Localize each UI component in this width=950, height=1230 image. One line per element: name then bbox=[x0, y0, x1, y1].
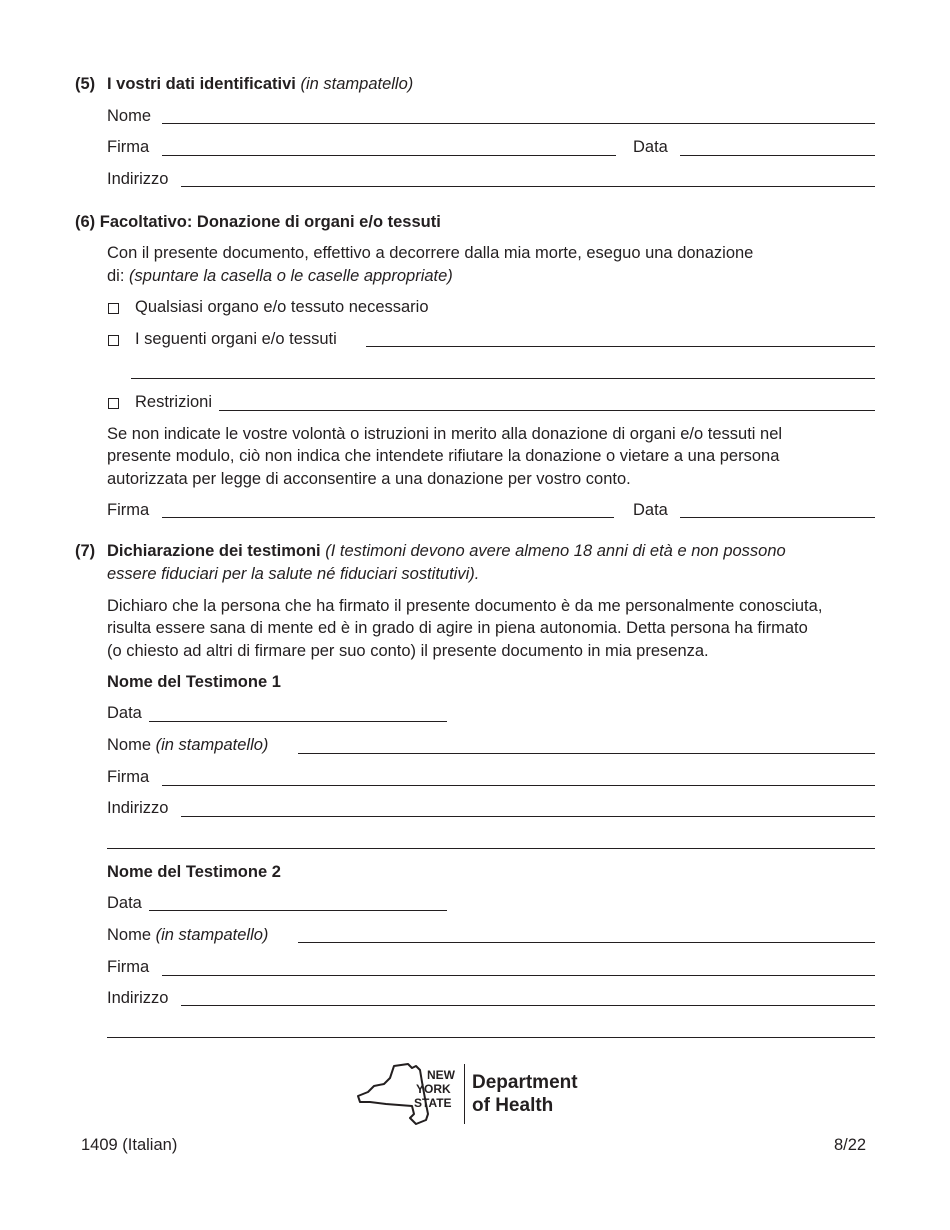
witness-1-nome-text: Nome bbox=[107, 736, 152, 754]
witness-1-indirizzo-field[interactable] bbox=[181, 816, 875, 817]
section-5-title-note: (in stampatello) bbox=[300, 75, 414, 93]
logo-state-line3: STATE bbox=[414, 1096, 452, 1110]
donation-data-field[interactable] bbox=[680, 517, 875, 518]
data-label: Data bbox=[633, 138, 668, 156]
witness-1-nome-field[interactable] bbox=[298, 753, 875, 754]
witness-2-nome-note: (in stampatello) bbox=[155, 926, 269, 944]
witness-2-firma-field[interactable] bbox=[162, 975, 875, 976]
witness-declaration-line1: Dichiaro che la persona che ha firmato il presente documento è da me personalmente conosciuta, bbox=[107, 597, 823, 615]
indirizzo-label: Indirizzo bbox=[107, 170, 169, 188]
donation-notice-line2: presente modulo, ciò non indica che intendete rifiutare la donazione o vietare a una persona bbox=[107, 447, 780, 465]
witness-2-nome-field[interactable] bbox=[298, 942, 875, 943]
logo-department-line1: Department bbox=[472, 1072, 578, 1093]
option-following-organs-label: I seguenti organi e/o tessuti bbox=[135, 330, 337, 348]
witness-2-indirizzo-field[interactable] bbox=[181, 1005, 875, 1006]
option-any-organ-label: Qualsiasi organo e/o tessuto necessario bbox=[135, 298, 429, 316]
footer-form-id: 1409 (Italian) bbox=[81, 1136, 178, 1154]
section-6-intro-prefix: di: bbox=[107, 267, 125, 285]
section-7-title: Dichiarazione dei testimoni bbox=[107, 542, 321, 560]
section-6-intro-line2 bbox=[107, 266, 453, 286]
donation-firma-field[interactable] bbox=[162, 517, 614, 518]
option-restrictions-checkbox[interactable] bbox=[108, 398, 119, 409]
option-any-organ-checkbox[interactable] bbox=[108, 303, 119, 314]
witness-1-firma-label: Firma bbox=[107, 768, 150, 786]
section-7-note-line2: essere fiduciari per la salute né fiduciari sostitutivi). bbox=[107, 565, 480, 583]
section-5-heading bbox=[107, 74, 413, 94]
section-6-heading: (6) Facoltativo: Donazione di organi e/o tessuti bbox=[75, 213, 441, 231]
section-7-note-line1: (I testimoni devono avere almeno 18 anni di età e non possono bbox=[325, 542, 786, 560]
section-6-intro-line1: Con il presente documento, effettivo a decorrere dalla mia morte, eseguo una donazione bbox=[107, 244, 754, 262]
witness-2-nome-label bbox=[107, 925, 268, 945]
nome-field[interactable] bbox=[162, 123, 875, 124]
witness-1-nome-note: (in stampatello) bbox=[155, 736, 269, 754]
restrictions-field[interactable] bbox=[219, 410, 875, 411]
witness-2-title: Nome del Testimone 2 bbox=[107, 863, 281, 881]
following-organs-field-continued[interactable] bbox=[131, 378, 875, 379]
nys-department-of-health-logo bbox=[356, 1062, 606, 1128]
logo-divider bbox=[464, 1064, 465, 1124]
logo-state-line1: NEW bbox=[427, 1068, 455, 1082]
witness-2-data-label: Data bbox=[107, 894, 142, 912]
option-restrictions-label: Restrizioni bbox=[135, 393, 213, 411]
witness-2-indirizzo-label: Indirizzo bbox=[107, 989, 169, 1007]
firma-label: Firma bbox=[107, 138, 150, 156]
witness-1-nome-label bbox=[107, 735, 268, 755]
witness-1-indirizzo-label: Indirizzo bbox=[107, 799, 169, 817]
witness-declaration-line3: (o chiesto ad altri di firmare per suo conto) il presente documento in mia presenza. bbox=[107, 642, 709, 660]
witness-2-firma-label: Firma bbox=[107, 958, 150, 976]
witness-1-data-field[interactable] bbox=[149, 721, 447, 722]
witness-declaration-line2: risulta essere sana di mente ed è in grado di agire in piena autonomia. Detta persona ha firmato bbox=[107, 619, 808, 637]
section-5-title: I vostri dati identificativi bbox=[107, 75, 296, 93]
witness-2-indirizzo-field-continued[interactable] bbox=[107, 1037, 875, 1038]
witness-1-indirizzo-field-continued[interactable] bbox=[107, 848, 875, 849]
witness-1-firma-field[interactable] bbox=[162, 785, 875, 786]
witness-2-nome-text: Nome bbox=[107, 926, 152, 944]
donation-notice-line1: Se non indicate le vostre volontà o istruzioni in merito alla donazione di organi e/o tessuti nel bbox=[107, 425, 783, 443]
footer-revision-date: 8/22 bbox=[834, 1136, 867, 1154]
following-organs-field[interactable] bbox=[366, 346, 875, 347]
option-following-organs-checkbox[interactable] bbox=[108, 335, 119, 346]
witness-2-data-field[interactable] bbox=[149, 910, 447, 911]
data-field[interactable] bbox=[680, 155, 875, 156]
donation-notice-line3: autorizzata per legge di acconsentire a una donazione per vostro conto. bbox=[107, 470, 631, 488]
nome-label: Nome bbox=[107, 107, 152, 125]
section-7-heading bbox=[107, 541, 786, 561]
donation-data-label: Data bbox=[633, 501, 668, 519]
witness-1-data-label: Data bbox=[107, 704, 142, 722]
firma-field[interactable] bbox=[162, 155, 616, 156]
logo-department-line2: of Health bbox=[472, 1095, 554, 1116]
indirizzo-field[interactable] bbox=[181, 186, 875, 187]
donation-firma-label: Firma bbox=[107, 501, 150, 519]
section-6-intro-note: (spuntare la casella o le caselle appropriate) bbox=[129, 267, 453, 285]
section-5-number: (5) bbox=[75, 75, 96, 93]
section-7-number: (7) bbox=[75, 542, 96, 560]
logo-state-line2: YORK bbox=[416, 1082, 451, 1096]
witness-1-title: Nome del Testimone 1 bbox=[107, 673, 281, 691]
